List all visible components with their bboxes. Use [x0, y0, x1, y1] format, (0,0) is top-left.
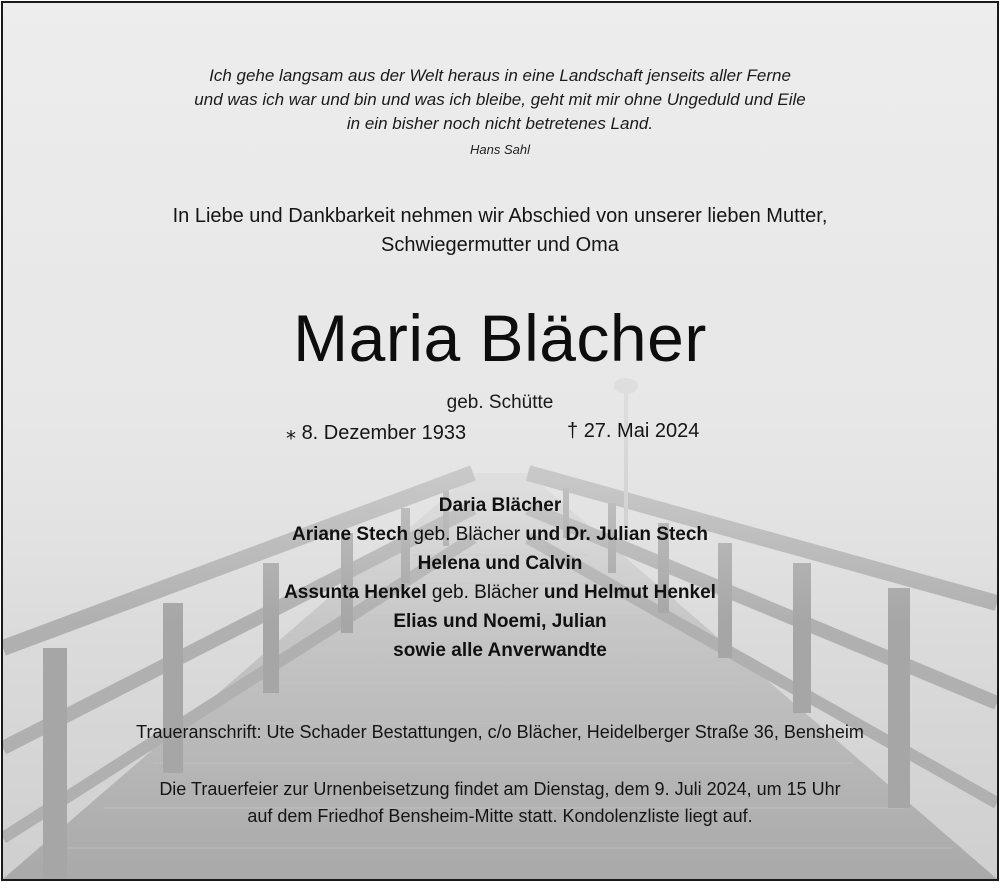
mourner-name: Assunta Henkel [284, 582, 427, 603]
mourner-line-5 [3, 607, 997, 636]
mourner-line-1 [3, 491, 997, 520]
mourner-line-6 [3, 636, 997, 665]
quote-line-3: in ein bisher noch nicht betretenes Land. [346, 114, 654, 133]
mourner-line-2 [3, 520, 997, 549]
intro-line-2: Schwiegermutter und Oma [381, 234, 619, 256]
mourner-name: Ariane Stech [291, 524, 409, 545]
mourner-nee: geb. Blächer [408, 524, 526, 545]
obituary-frame [1, 1, 999, 881]
mourner-name: Elias und Noemi, Julian [393, 611, 607, 632]
mourner-spouse: und Helmut Henkel [543, 582, 716, 603]
mourner-nee: geb. Blächer [426, 582, 544, 603]
mourner-name: Daria Blächer [438, 495, 562, 516]
maiden-name: geb. Schütte [446, 392, 554, 413]
quote-author: Hans Sahl [470, 142, 530, 157]
death-cross-icon: † [567, 420, 579, 442]
mourner-line-4 [3, 578, 997, 607]
mourner-name: sowie alle Anverwandte [393, 640, 607, 661]
intro-line-1: In Liebe und Dankbarkeit nehmen wir Abschied von unserer lieben Mutter, [172, 205, 828, 227]
ceremony-line-2: auf dem Friedhof Bensheim-Mitte statt. Kondolenzliste liegt auf. [247, 806, 753, 826]
quote-line-1: Ich gehe langsam aus der Welt heraus in eine Landschaft jenseits aller Ferne [209, 66, 791, 85]
mourner-spouse: und Dr. Julian Stech [525, 524, 709, 545]
death-date [567, 420, 699, 443]
birth-date [286, 420, 466, 445]
birth-date-text: 8. Dezember 1933 [301, 422, 467, 444]
mourner-line-3 [3, 549, 997, 578]
mourner-name: Helena und Calvin [417, 553, 583, 574]
mourning-address: Traueranschrift: Ute Schader Bestattungen, c/o Blächer, Heidelberger Straße 36, Bensheim [136, 722, 864, 742]
deceased-name: Maria Blächer [293, 301, 707, 375]
ceremony-line-1: Die Trauerfeier zur Urnenbeisetzung findet am Dienstag, dem 9. Juli 2024, um 15 Uhr [159, 779, 841, 799]
birth-star-icon: ⁎ [286, 422, 296, 444]
quote-line-2: und was ich war und bin und was ich bleibe, geht mit mir ohne Ungeduld und Eile [194, 90, 806, 109]
death-date-text: 27. Mai 2024 [583, 420, 700, 442]
